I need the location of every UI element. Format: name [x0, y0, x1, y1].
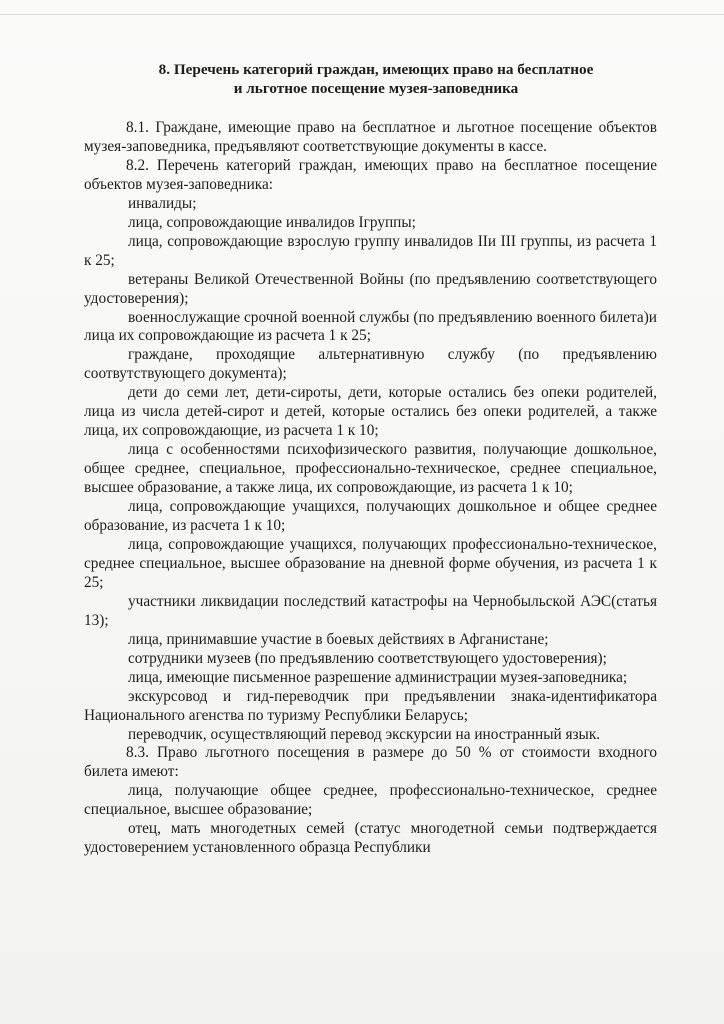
list-item: ветераны Великой Отечественной Войны (по предъявлению соответствующего удостоверения);	[84, 270, 657, 307]
scan-edge-line	[0, 14, 724, 15]
list-item: инвалиды;	[128, 194, 197, 212]
document-body	[84, 119, 657, 858]
list-item: переводчик, осуществляющий перевод экскурсии на иностранный язык.	[128, 725, 601, 743]
list-item: лица, сопровождающие инвалидов Iгруппы;	[128, 213, 416, 231]
list-item: лица, принимавшие участие в боевых действиях в Афганистане;	[128, 630, 549, 648]
list-item: дети до семи лет, дети-сироты, дети, которые остались без опеки родителей, лица из числа детей-сирот и детей, которые остались без опеки родителей, а также лица, их сопровождающие, из расчета 1 к 10;	[84, 384, 657, 440]
list-item: лица, сопровождающие учащихся, получающих дошкольное и общее среднее образование, из расчета 1 к 10;	[84, 498, 657, 535]
paragraph-8-3: 8.3. Право льготного посещения в размере до 50 % от стоимости входного билета имеют:	[84, 744, 657, 781]
paragraph-8-1: 8.1. Граждане, имеющие право на бесплатное и льготное посещение объектов музея-заповедника, предъявляют соответствующие документы в кассе.	[84, 119, 657, 155]
list-item: экскурсовод и гид-переводчик при предъявлении знака-идентификатора Национального агенства по туризму Республики Беларусь;	[84, 687, 657, 724]
list-item: лица с особенностями психофизического развития, получающие дошкольное, общее среднее, специальное, профессионально-техническое, среднее специальное, высшее образование, а также лица, их сопровождающие, из расчета 1 к 10;	[84, 441, 657, 497]
list-item: отец, мать многодетных семей (статус многодетной семьи подтверждается удостоверением установленного образца Республики	[84, 820, 657, 857]
paragraph-8-2: 8.2. Перечень категорий граждан, имеющих право на бесплатное посещение объектов музея-заповедника:	[84, 156, 657, 193]
list-item: граждане, проходящие альтернативную службу (по предъявлению соотвутствующего документа);	[84, 346, 657, 383]
list-item: военнослужащие срочной военной службы (по предъявлению военного билета)и лица их сопровождающие из расчета 1 к 25;	[84, 308, 657, 345]
list-item: лица, получающие общее среднее, профессионально-техническое, среднее специальное, высшее образование;	[84, 782, 657, 819]
list-item: лица, имеющие письменное разрешение администрации музея-заповедника;	[128, 668, 628, 686]
list-item: лица, сопровождающие учащихся, получающих профессионально-техническое, среднее специальное, высшее образование на дневной форме обучения, из расчета 1 к 25;	[84, 535, 657, 591]
list-item: сотрудники музеев (по предъявлению соответствующего удостоверения);	[128, 649, 607, 667]
list-item: участники ликвидации последствий катастрофы на Чернобыльской АЭС(статья 13);	[84, 592, 657, 629]
section-heading: 8. Перечень категорий граждан, имеющих право на бесплатное и льготное посещение музея-заповедника	[158, 61, 594, 97]
list-item: лица, сопровождающие взрослую группу инвалидов IIи III группы, из расчета 1 к 25;	[84, 232, 657, 269]
